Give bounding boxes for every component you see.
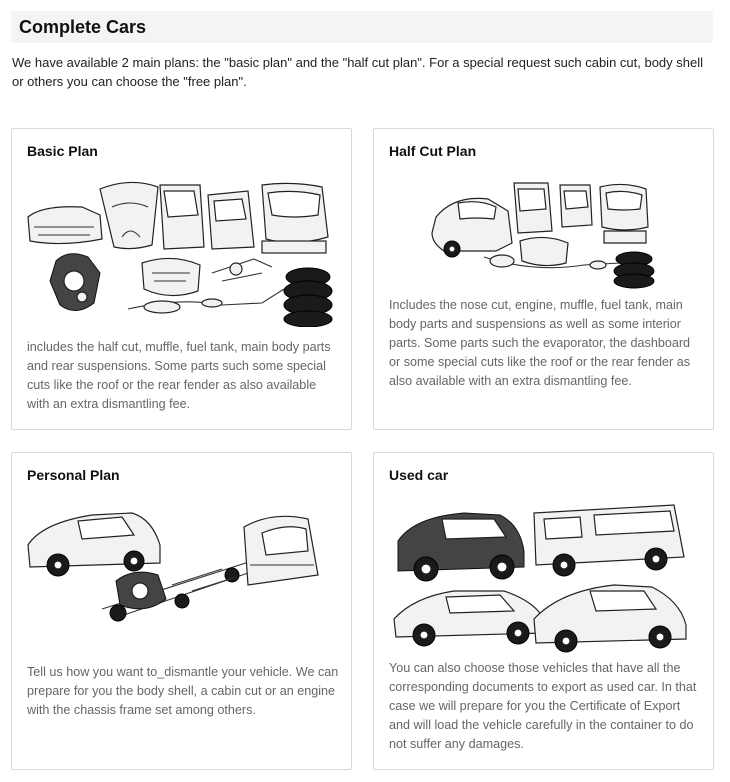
plan-title: Half Cut Plan [389,143,477,159]
plan-description: includes the half cut, muffle, fuel tank, main body parts and rear suspensions. Some parts such some special cuts like the roof or the rear fender as also available with an extra dismantling fee. [27,340,331,411]
page-title: Complete Cars [19,17,147,37]
plan-description: Tell us how you want to_dismantle your vehicle. We can prepare for you the body shell, a cabin cut or an engine with the chassis frame set among others. [27,665,339,717]
plan-card-half-cut [373,128,714,430]
plan-description: You can also choose those vehicles that have all the corresponding documents to export as used car. In that case we will prepare for you the Certificate of Export and will load the vehicle carefully in the container to do not suffer any damages. [389,661,697,751]
plan-card-basic [11,128,352,430]
plan-title: Used car [389,467,449,483]
car-chassis-illustration [22,505,342,625]
used-cars-illustration [384,501,704,653]
intro-text: We have available 2 main plans: the "basic plan" and the "half cut plan". For a special request such cabin cut, body shell or others you can choose the "free plan". [12,55,704,89]
plan-card-used-car [373,452,714,770]
half-cut-parts-illustration [384,177,704,289]
plan-title: Personal Plan [27,467,120,483]
section-header [11,11,713,43]
plan-card-personal [11,452,352,770]
plan-description: Includes the nose cut, engine, muffle, fuel tank, main body parts and suspensions as well as some interior parts. Some parts such the evaporator, the dashboard or some special cuts like the roof or the rear fender as also available with an extra dismantling fee. [389,298,691,388]
plan-title: Basic Plan [27,143,98,159]
car-parts-illustration [22,177,342,327]
